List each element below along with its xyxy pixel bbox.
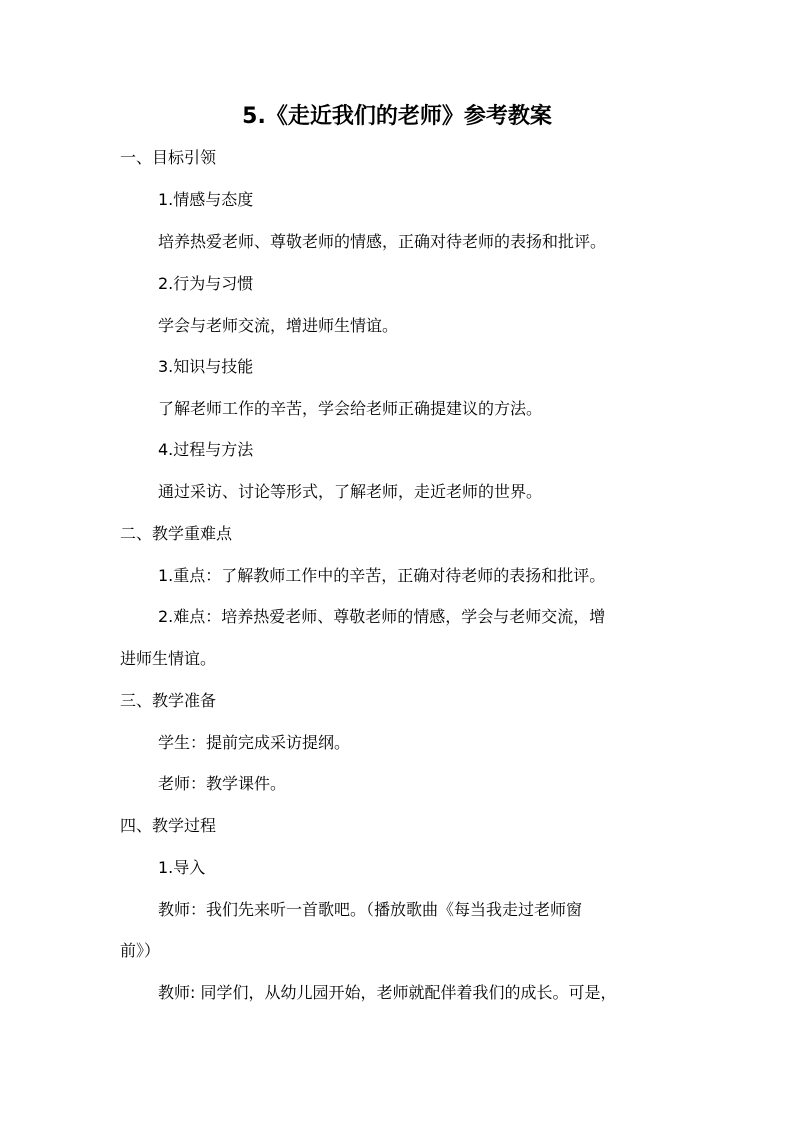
paragraph: 教师: 同学们，从幼儿园开始，老师就配伴着我们的成长。可是， bbox=[158, 983, 617, 1002]
section-heading: 四、教学过程 bbox=[120, 816, 217, 835]
paragraph: 老师：教学课件。 bbox=[158, 774, 287, 793]
subheading: 2.行为与习惯 bbox=[158, 274, 254, 293]
subheading: 1.导入 bbox=[158, 858, 206, 877]
paragraph-continuation: 前》） bbox=[120, 941, 161, 960]
subheading: 3.知识与技能 bbox=[158, 357, 254, 376]
paragraph: 2.难点：培养热爱老师、尊敬老师的情感，学会与老师交流，增 bbox=[158, 607, 606, 626]
paragraph-continuation: 进师生情谊。 bbox=[120, 649, 217, 668]
paragraph: 了解老师工作的辛苦，学会给老师正确提建议的方法。 bbox=[158, 399, 543, 418]
paragraph: 通过采访、讨论等形式，了解老师，走近老师的世界。 bbox=[158, 482, 543, 501]
paragraph: 1.重点：了解教师工作中的辛苦，正确对待老师的表扬和批评。 bbox=[158, 566, 606, 585]
section-heading: 一、目标引领 bbox=[120, 148, 217, 167]
paragraph: 教师：我们先来听一首歌吧。（播放歌曲《每当我走过老师窗 bbox=[158, 900, 583, 919]
section-heading: 二、教学重难点 bbox=[120, 524, 233, 543]
section-heading: 三、教学准备 bbox=[120, 691, 217, 710]
paragraph: 学会与老师交流，增进师生情谊。 bbox=[158, 316, 399, 335]
paragraph: 培养热爱老师、尊敬老师的情感，正确对待老师的表扬和批评。 bbox=[158, 232, 607, 251]
subheading: 4.过程与方法 bbox=[158, 440, 254, 459]
subheading: 1.情感与态度 bbox=[158, 190, 254, 209]
document-title: 5.《走近我们的老师》参考教案 bbox=[242, 104, 552, 129]
paragraph: 学生：提前完成采访提纲。 bbox=[158, 733, 351, 752]
